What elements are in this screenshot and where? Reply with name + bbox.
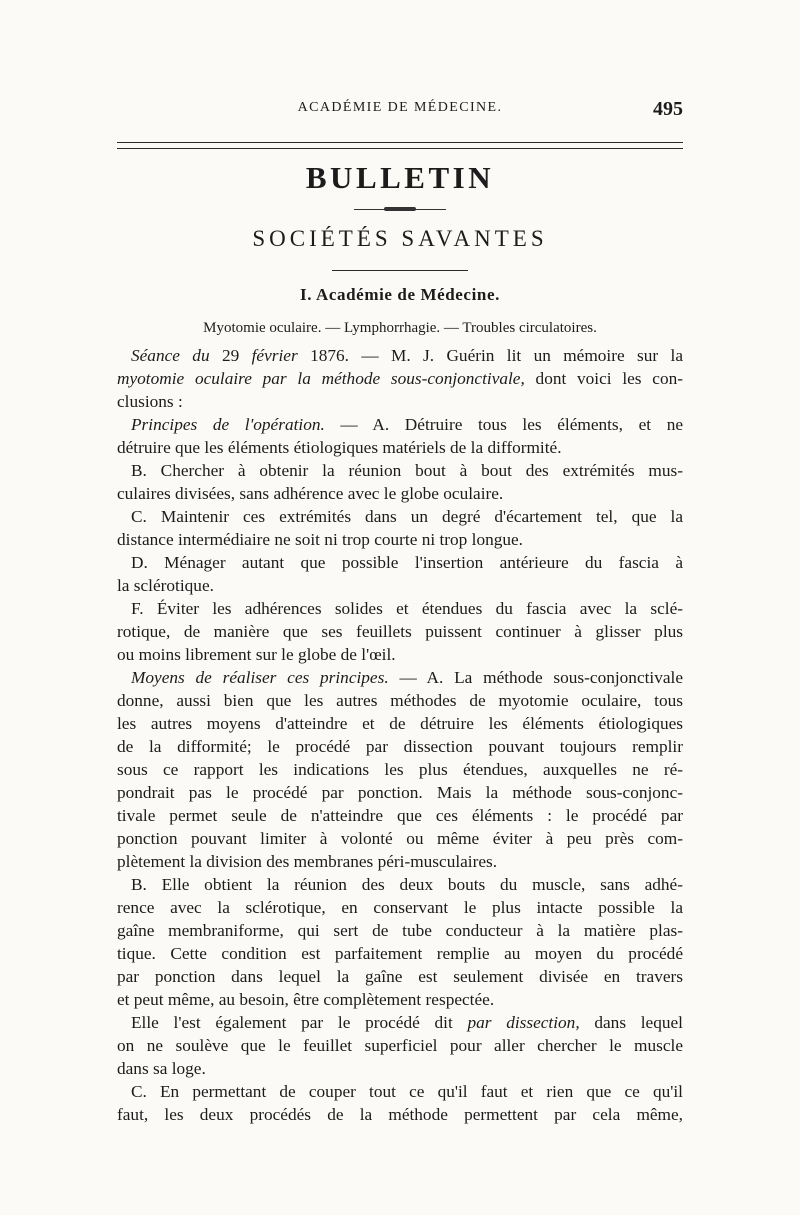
running-head bbox=[117, 98, 683, 124]
text-line: détruire que les éléments étiologiques matériels de la difformité. bbox=[117, 438, 562, 457]
text-line bbox=[117, 667, 683, 689]
running-title: ACADÉMIE DE MÉDECINE. bbox=[297, 100, 503, 115]
text-line: ponction pouvant limiter à volonté ou même éviter à peu près com- bbox=[117, 829, 683, 848]
text-line: faut, les deux procédés de la méthode permettent par cela même, bbox=[117, 1105, 683, 1124]
text-line: gaîne membraniforme, qui sert de tube conducteur à la matière plas- bbox=[117, 921, 683, 940]
text-span: 1876. — M. J. Guérin lit un mémoire sur la bbox=[297, 346, 683, 365]
text-italic: par dissection, bbox=[467, 1013, 580, 1032]
text-italic: février bbox=[251, 346, 298, 365]
text-italic: Principes de l'opération. bbox=[131, 415, 325, 434]
text-span: Elle l'est également par le procédé dit bbox=[131, 1013, 468, 1032]
text-span: dans lequel bbox=[579, 1013, 683, 1032]
text-line: les autres moyens d'atteindre et de détruire les éléments étiologiques bbox=[117, 714, 683, 733]
text-line: donne, aussi bien que les autres méthodes de myotomie oculaire, tous bbox=[117, 691, 683, 710]
double-rule-divider bbox=[117, 142, 683, 149]
text-line: distance intermédiaire ne soit ni trop courte ni trop longue. bbox=[117, 530, 523, 549]
short-rule-divider bbox=[332, 270, 468, 271]
text-line: on ne soulève que le feuillet superficiel pour aller chercher le muscle bbox=[117, 1036, 683, 1055]
text-line bbox=[117, 414, 683, 436]
text-line: D. Ménager autant que possible l'insertion antérieure du fascia à bbox=[131, 553, 683, 572]
text-line: rence avec la sclérotique, en conservant le plus intacte possible la bbox=[117, 898, 683, 917]
text-line: rotique, de manière que ses feuillets puissent continuer à glisser plus bbox=[117, 622, 683, 641]
text-span: — A. La méthode sous-conjonctivale bbox=[388, 668, 683, 687]
section-heading: I. Académie de Médecine. bbox=[300, 285, 500, 304]
text-line: tique. Cette condition est parfaitement remplie au moyen du procédé bbox=[117, 944, 683, 963]
text-line bbox=[117, 1012, 683, 1034]
text-line: par ponction dans lequel la gaîne est seulement divisée en travers bbox=[117, 967, 683, 986]
text-italic: Moyens de réaliser ces principes. bbox=[131, 668, 389, 687]
text-line: la sclérotique. bbox=[117, 576, 214, 595]
ornament-divider bbox=[354, 207, 446, 211]
text-line: ou moins librement sur le globe de l'œil. bbox=[117, 645, 396, 664]
text-italic: Séance du bbox=[131, 346, 210, 365]
text-line: B. Elle obtient la réunion des deux bouts du muscle, sans adhé- bbox=[131, 875, 683, 894]
text-span: 29 bbox=[209, 346, 252, 365]
text-italic: myotomie oculaire par la méthode sous-conjonctivale, bbox=[117, 369, 525, 388]
text-line: tivale permet seule de n'atteindre que ces éléments : le procédé par bbox=[117, 806, 683, 825]
text-line bbox=[117, 368, 683, 390]
text-line: C. Maintenir ces extrémités dans un degré d'écartement tel, que la bbox=[131, 507, 683, 526]
text-line: clusions : bbox=[117, 392, 183, 411]
page-number: 495 bbox=[653, 98, 683, 120]
text-span: dont voici les con- bbox=[524, 369, 683, 388]
text-span: — A. Détruire tous les éléments, et ne bbox=[324, 415, 683, 434]
text-line: sous ce rapport les indications les plus étendues, auxquelles ne ré- bbox=[117, 760, 683, 779]
text-line: F. Éviter les adhérences solides et étendues du fascia avec la sclé- bbox=[131, 599, 683, 618]
text-line bbox=[117, 345, 683, 367]
text-line: plètement la division des membranes péri-musculaires. bbox=[117, 852, 498, 871]
section-topics: Myotomie oculaire. — Lymphorrhagie. — Troubles circulatoires. bbox=[203, 320, 597, 336]
bulletin-title: BULLETIN bbox=[305, 160, 495, 195]
text-line: B. Chercher à obtenir la réunion bout à bout des extrémités mus- bbox=[131, 461, 683, 480]
text-line: C. En permettant de couper tout ce qu'il faut et rien que ce qu'il bbox=[131, 1082, 683, 1101]
text-line: et peut même, au besoin, être complètement respectée. bbox=[117, 990, 495, 1009]
text-line: pondrait pas le procédé par ponction. Mais la méthode sous-conjonc- bbox=[117, 783, 683, 802]
text-line: dans sa loge. bbox=[117, 1059, 206, 1078]
text-line: de la difformité; le procédé par dissection pouvant toujours remplir bbox=[117, 737, 683, 756]
text-line: culaires divisées, sans adhérence avec le globe oculaire. bbox=[117, 484, 504, 503]
societies-title: SOCIÉTÉS SAVANTES bbox=[252, 226, 548, 251]
